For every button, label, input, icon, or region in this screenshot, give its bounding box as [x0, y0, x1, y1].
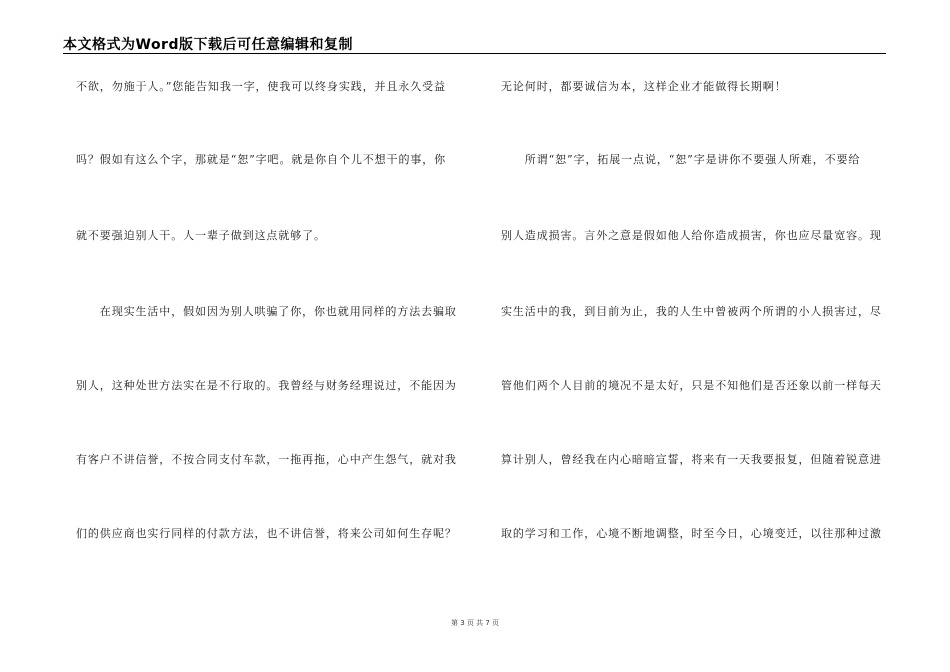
text-line: 算计别人，曾经我在内心暗暗宣誓，将来有一天我要报复，但随着锐意进 [501, 453, 882, 466]
text-line: 别人，这种处世方法实在是不行取的。我曾经与财务经理说过，不能因为 [76, 379, 457, 392]
text-line: 就不要强迫别人干。人一辈子做到这点就够了。 [76, 229, 326, 242]
document-header-title: 本文格式为Word版下载后可任意编辑和复制 [63, 37, 353, 53]
text-line: 吗？假如有这么个字，那就是“恕”字吧。就是你自个儿不想干的事，你 [76, 153, 447, 166]
text-line: 所谓“恕”字，拓展一点说，“恕”字是讲你不要强人所难，不要给 [501, 153, 861, 166]
header-divider [63, 53, 886, 54]
text-line: 管他们两个人目前的境况不是太好，只是不知他们是否还象以前一样每天 [501, 379, 882, 392]
text-line: 在现实生活中，假如因为别人哄骗了你，你也就用同样的方法去骗取 [76, 305, 457, 318]
text-line: 取的学习和工作，心境不断地调整，时至今日，心境变迁，以往那种过激 [501, 527, 882, 540]
text-line: 们的供应商也实行同样的付款方法，也不讲信誉，将来公司如何生存呢？ [76, 527, 457, 540]
text-line: 不欲，勿施于人。”您能告知我一字，使我可以终身实践，并且永久受益 [76, 80, 446, 93]
text-line: 别人造成损害。言外之意是假如他人给你造成损害，你也应尽量宽容。现 [501, 229, 882, 242]
text-line: 有客户不讲信誉，不按合同支付车款，一拖再拖，心中产生怨气，就对我 [76, 453, 457, 466]
text-line: 实生活中的我，到目前为止，我的人生中曾被两个所谓的小人损害过，尽 [501, 305, 882, 318]
text-line: 无论何时，都要诚信为本，这样企业才能做得长期啊！ [501, 80, 787, 93]
page-number: 第 3 页 共 7 页 [450, 619, 500, 627]
